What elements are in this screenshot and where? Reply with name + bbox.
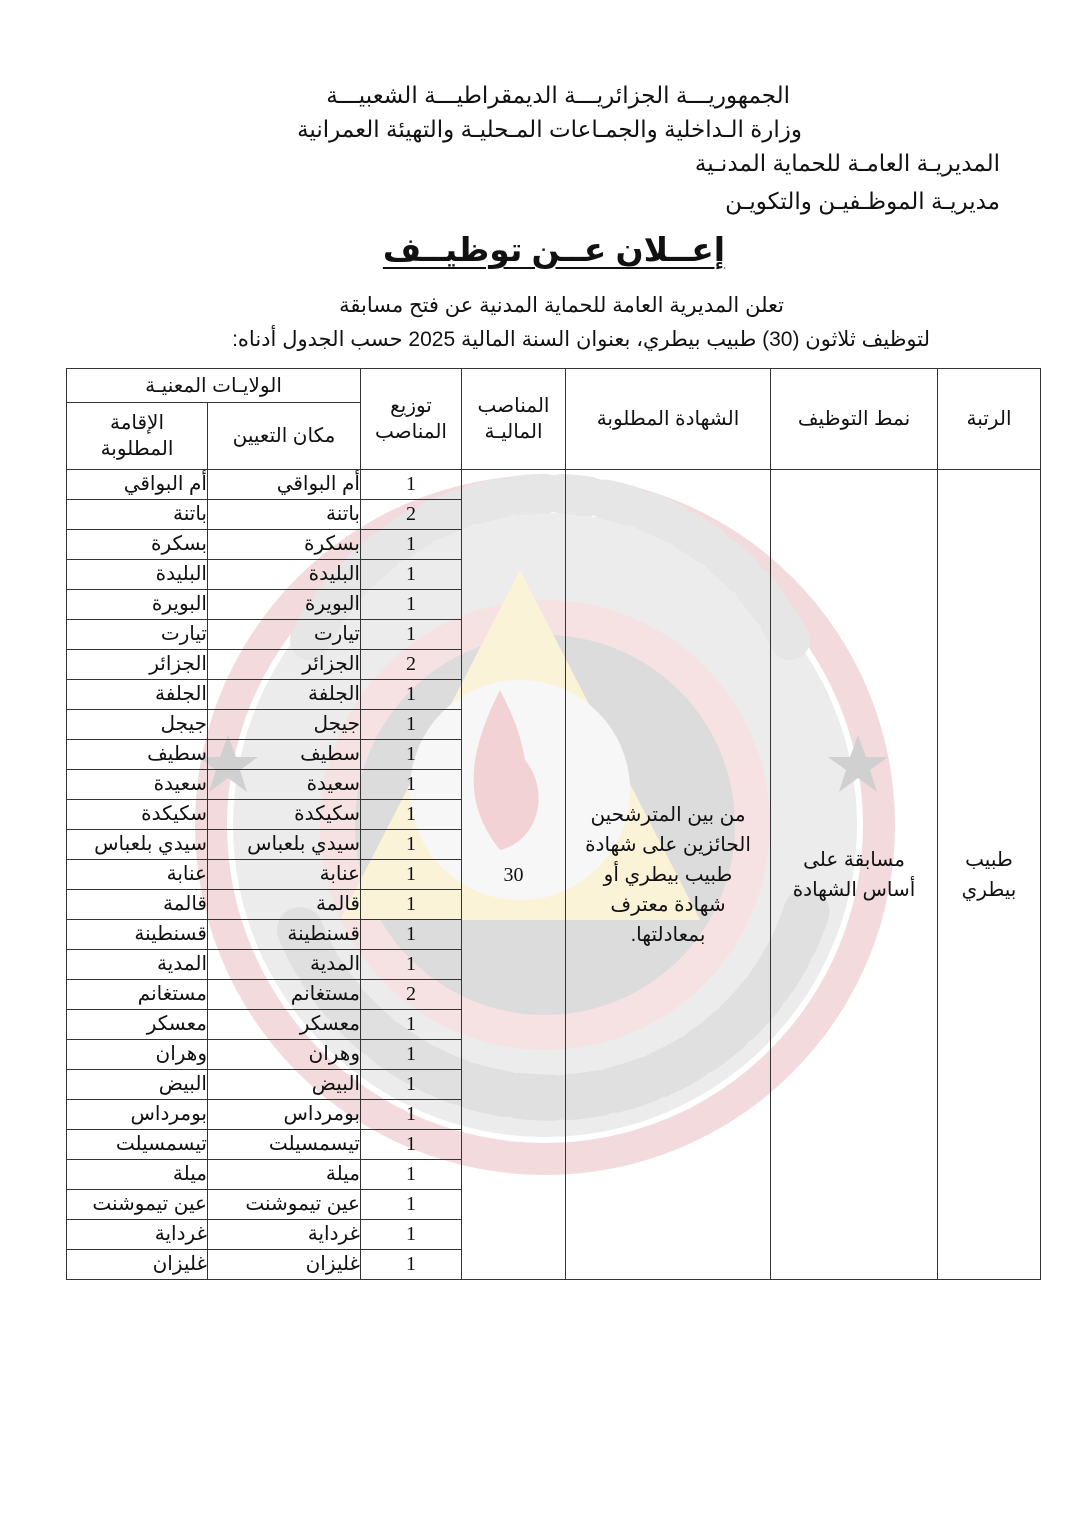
posts-count-cell: 1: [361, 1070, 462, 1100]
posts-count-cell: 1: [361, 590, 462, 620]
assignment-place-cell: أم البواقي: [208, 470, 361, 500]
posts-count-cell: 1: [361, 680, 462, 710]
assignment-place-cell: الجزائر: [208, 650, 361, 680]
assignment-place-cell: غليزان: [208, 1250, 361, 1280]
posts-count-cell: 1: [361, 710, 462, 740]
certificate-line: بمعادلتها.: [630, 923, 706, 946]
table-row: [67, 470, 1041, 500]
residence-cell: تيارت: [67, 620, 208, 650]
assignment-place-cell: عين تيموشنت: [208, 1190, 361, 1220]
required-certificate-cell: [566, 470, 771, 1280]
posts-count-cell: 1: [361, 1010, 462, 1040]
assignment-place-cell: وهران: [208, 1040, 361, 1070]
certificate-line: الحائزين على شهادة: [585, 833, 751, 856]
residence-cell: سكيكدة: [67, 800, 208, 830]
assignment-place-cell: مستغانم: [208, 980, 361, 1010]
residence-cell: البيض: [67, 1070, 208, 1100]
assignment-place-cell: سكيكدة: [208, 800, 361, 830]
certificate-line: من بين المترشحين: [590, 803, 746, 826]
header-assignment-place: مكان التعيين: [208, 403, 361, 470]
posts-count-cell: 1: [361, 1160, 462, 1190]
assignment-place-cell: المدية: [208, 950, 361, 980]
header-distribution: [361, 369, 462, 470]
assignment-place-cell: البيض: [208, 1070, 361, 1100]
rank-line1: طبيب: [965, 848, 1013, 871]
assignment-place-cell: غرداية: [208, 1220, 361, 1250]
assignment-place-cell: سعيدة: [208, 770, 361, 800]
posts-count-cell: 1: [361, 1040, 462, 1070]
assignment-place-cell: تيارت: [208, 620, 361, 650]
posts-count-cell: 1: [361, 620, 462, 650]
posts-count-cell: 1: [361, 1250, 462, 1280]
directorate-heading: مديريـة الموظـفيـن والتكويـن: [725, 188, 1000, 214]
residence-cell: تيسمسيلت: [67, 1130, 208, 1160]
posts-count-cell: 1: [361, 740, 462, 770]
header-recruitment-mode: نمط التوظيف: [771, 369, 938, 470]
residence-cell: عين تيموشنت: [67, 1190, 208, 1220]
total-posts-cell: 30: [462, 470, 566, 1280]
assignment-place-cell: جيجل: [208, 710, 361, 740]
residence-cell: البويرة: [67, 590, 208, 620]
posts-count-cell: 1: [361, 830, 462, 860]
certificate-line: شهادة معترف: [610, 893, 726, 916]
residence-cell: ميلة: [67, 1160, 208, 1190]
residence-cell: البليدة: [67, 560, 208, 590]
posts-count-cell: 1: [361, 800, 462, 830]
residence-cell: الجزائر: [67, 650, 208, 680]
posts-count-cell: 1: [361, 1100, 462, 1130]
posts-count-cell: 2: [361, 980, 462, 1010]
assignment-place-cell: قالمة: [208, 890, 361, 920]
residence-cell: سيدي بلعباس: [67, 830, 208, 860]
assignment-place-cell: معسكر: [208, 1010, 361, 1040]
header-residence-line2: المطلوبة: [100, 438, 174, 460]
residence-cell: سعيدة: [67, 770, 208, 800]
posts-count-cell: 2: [361, 650, 462, 680]
assignment-place-cell: تيسمسيلت: [208, 1130, 361, 1160]
posts-count-cell: 1: [361, 1220, 462, 1250]
certificate-line: طبيب بيطري أو: [603, 863, 733, 886]
header-required-certificate: الشهادة المطلوبة: [566, 369, 771, 470]
recruitment-mode-cell: [771, 470, 938, 1280]
residence-cell: جيجل: [67, 710, 208, 740]
ministry-heading: وزارة الـداخلية والجمـاعات المـحليـة والتهيئة العمرانية: [297, 116, 802, 142]
assignment-place-cell: قسنطينة: [208, 920, 361, 950]
intro-line-2: لتوظيف ثلاثون (30) طبيب بيطري، بعنوان السنة المالية 2025 حسب الجدول أدناه:: [232, 328, 930, 351]
header-residence-line1: الإقامة: [109, 412, 165, 434]
header-wilayas: الولايـات المعنيـة: [67, 369, 361, 403]
header-residence: [67, 403, 208, 470]
mode-line2: أساس الشهادة: [792, 878, 916, 901]
rank-line2: بيطري: [961, 878, 1017, 901]
residence-cell: معسكر: [67, 1010, 208, 1040]
table-body: [67, 470, 1041, 1280]
residence-cell: غليزان: [67, 1250, 208, 1280]
posts-count-cell: 2: [361, 500, 462, 530]
residence-cell: باتنة: [67, 500, 208, 530]
residence-cell: الجلفة: [67, 680, 208, 710]
intro-line-1: تعلن المديرية العامة للحماية المدنية عن فتح مسابقة: [339, 294, 784, 317]
assignment-place-cell: بومرداس: [208, 1100, 361, 1130]
posts-count-cell: 1: [361, 1190, 462, 1220]
posts-count-cell: 1: [361, 890, 462, 920]
header-budget-posts-line1: المناصب: [477, 395, 550, 417]
residence-cell: عنابة: [67, 860, 208, 890]
header-rank: الرتبة: [938, 369, 1041, 470]
header-distribution-line2: المناصب: [375, 421, 447, 443]
posts-count-cell: 1: [361, 860, 462, 890]
header-budget-posts-line2: الماليـة: [484, 421, 543, 443]
residence-cell: أم البواقي: [67, 470, 208, 500]
assignment-place-cell: البويرة: [208, 590, 361, 620]
posts-count-cell: 1: [361, 950, 462, 980]
rank-cell: [938, 470, 1041, 1280]
announcement-title: [0, 228, 1080, 272]
residence-cell: غرداية: [67, 1220, 208, 1250]
mode-line1: مسابقة على: [803, 848, 905, 871]
posts-count-cell: 1: [361, 530, 462, 560]
residence-cell: قالمة: [67, 890, 208, 920]
announcement-title-text: إعــلان عــن توظيــف: [382, 231, 726, 268]
assignment-place-cell: باتنة: [208, 500, 361, 530]
residence-cell: بسكرة: [67, 530, 208, 560]
posts-count-cell: 1: [361, 770, 462, 800]
assignment-place-cell: عنابة: [208, 860, 361, 890]
assignment-place-cell: الجلفة: [208, 680, 361, 710]
residence-cell: مستغانم: [67, 980, 208, 1010]
header-distribution-line1: توزيع: [390, 395, 432, 417]
assignment-place-cell: سطيف: [208, 740, 361, 770]
posts-count-cell: 1: [361, 920, 462, 950]
republic-heading: الجمهوريـــة الجزائريـــة الديمقراطيـــة الشعبيـــة: [326, 82, 790, 108]
assignment-place-cell: ميلة: [208, 1160, 361, 1190]
residence-cell: قسنطينة: [67, 920, 208, 950]
directorate-general-heading: المديريـة العامـة للحماية المدنـية: [694, 150, 1000, 176]
posts-count-cell: 1: [361, 560, 462, 590]
residence-cell: سطيف: [67, 740, 208, 770]
posts-count-cell: 1: [361, 470, 462, 500]
assignment-place-cell: البليدة: [208, 560, 361, 590]
residence-cell: وهران: [67, 1040, 208, 1070]
assignment-place-cell: بسكرة: [208, 530, 361, 560]
recruitment-table: [66, 368, 1041, 1280]
header-budget-posts: [462, 369, 566, 470]
residence-cell: بومرداس: [67, 1100, 208, 1130]
assignment-place-cell: سيدي بلعباس: [208, 830, 361, 860]
residence-cell: المدية: [67, 950, 208, 980]
posts-count-cell: 1: [361, 1130, 462, 1160]
